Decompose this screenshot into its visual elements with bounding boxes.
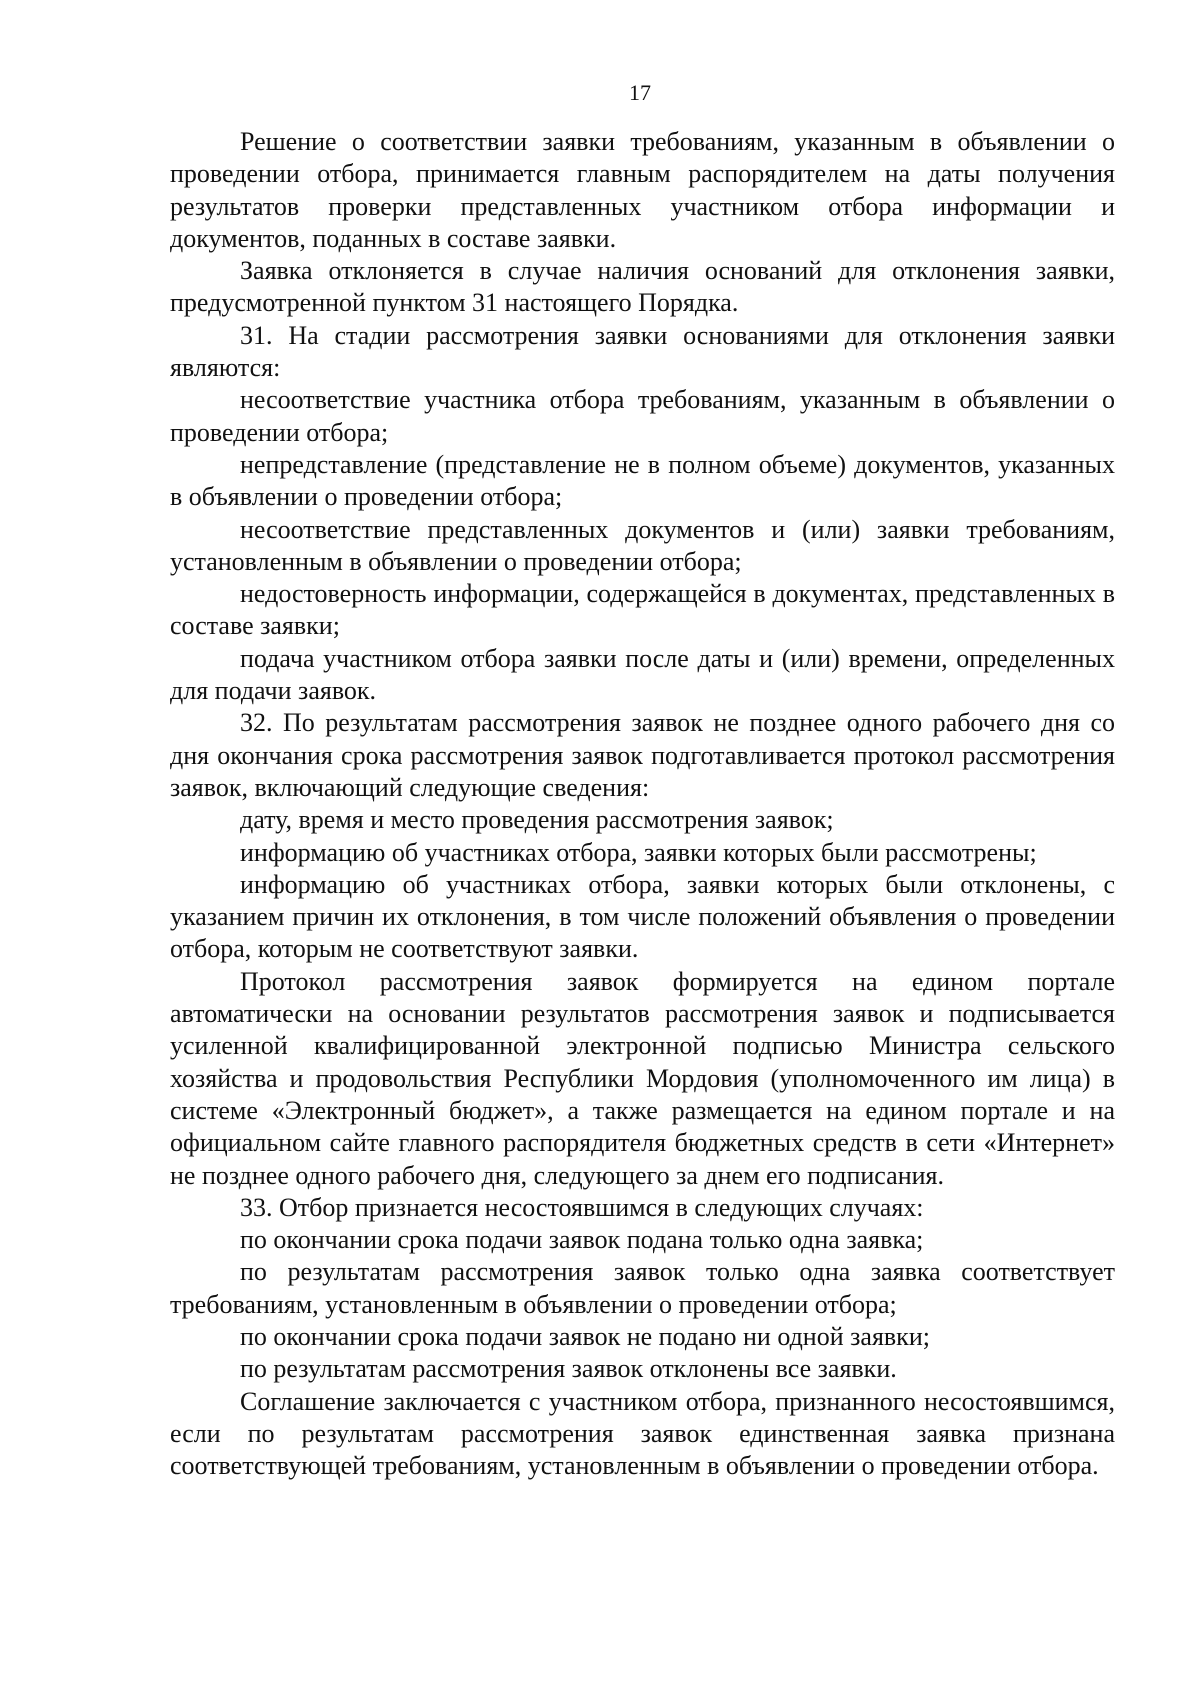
paragraph: 32. По результатам рассмотрения заявок не позднее одного рабочего дня со дня окончания срока рассмотрения заявок подготавливается протокол рассмотрения заявок, включающий следующие сведения:: [170, 708, 1115, 802]
paragraph: информацию об участниках отбора, заявки которых были рассмотрены;: [240, 837, 1037, 867]
paragraph: несоответствие участника отбора требованиям, указанным в объявлении о проведении отбора;: [170, 385, 1115, 447]
paragraph: подача участником отбора заявки после даты и (или) времени, определенных для подачи заявок.: [170, 643, 1115, 706]
paragraph: Заявка отклоняется в случае наличия оснований для отклонения заявки, предусмотренной пунктом 31 настоящего Порядка.: [170, 256, 1115, 318]
paragraph: дату, время и место проведения рассмотрения заявок;: [240, 805, 834, 835]
paragraph: Протокол рассмотрения заявок формируется на едином портале автоматически на основании результатов рассмотрения заявок и подписывается усиленной квалифицированной электронной подписью Министра сельского хозяйства и продовольствия Республики Мордовия (уполномоченного им лица) в системе «Электронный бюджет», а также размещается на едином портале и на официальном сайте главного распорядителя бюджетных средств в сети «Интернет» не позднее одного рабочего дня, следующего за днем его подписания.: [170, 966, 1115, 1190]
paragraph: непредставление (представление не в полном объеме) документов, указанных в объявлении о проведении отбора;: [170, 449, 1115, 512]
paragraph: недостоверность информации, содержащейся в документах, представленных в составе заявки;: [170, 579, 1115, 641]
paragraph: по окончании срока подачи заявок не подано ни одной заявки;: [240, 1321, 930, 1351]
paragraph: по результатам рассмотрения заявок отклонены все заявки.: [240, 1354, 897, 1384]
paragraph: информацию об участниках отбора, заявки которых были отклонены, с указанием причин их отклонения, в том числе положений объявления о проведении отбора, которым не соответствуют заявки.: [170, 869, 1115, 964]
document-body: [170, 126, 1115, 1482]
paragraph: 33. Отбор признается несостоявшимся в следующих случаях:: [240, 1192, 924, 1222]
page-number: 17: [629, 80, 651, 105]
paragraph: Решение о соответствии заявки требованиям, указанным в объявлении о проведении отбора, принимается главным распорядителем на даты получения результатов проверки представленных участником отбора информации и документов, поданных в составе заявки.: [170, 127, 1115, 253]
paragraph: по окончании срока подачи заявок подана только одна заявка;: [240, 1225, 924, 1255]
paragraph: 31. На стадии рассмотрения заявки основаниями для отклонения заявки являются:: [170, 320, 1115, 383]
paragraph: по результатам рассмотрения заявок только одна заявка соответствует требованиям, установленным в объявлении о проведении отбора;: [170, 1257, 1115, 1319]
paragraph: Соглашение заключается с участником отбора, признанного несостоявшимся, если по результатам рассмотрения заявок единственная заявка признана соответствующей требованиям, установленным в объявлении о проведении отбора.: [170, 1386, 1115, 1481]
paragraph: несоответствие представленных документов и (или) заявки требованиям, установленным в объявлении о проведении отбора;: [170, 514, 1115, 576]
